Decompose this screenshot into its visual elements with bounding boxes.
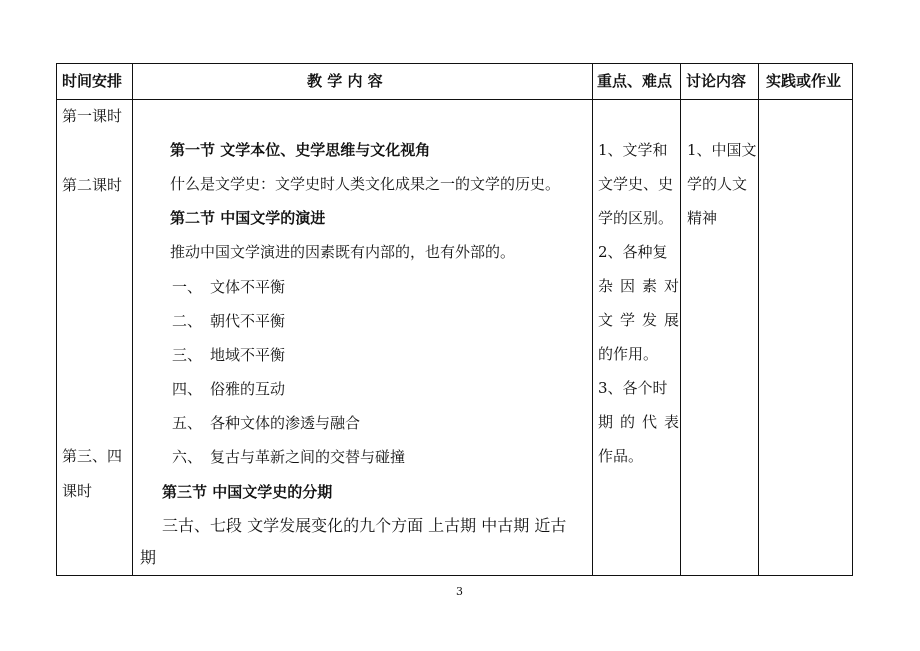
header-time: 时间安排 — [62, 72, 123, 90]
key-point-line: 2、各种复 — [598, 243, 668, 261]
section-1-title: 第一节 文学本位、史学思维与文化视角 — [170, 141, 431, 159]
list-item-text: 俗雅的互动 — [210, 380, 286, 398]
key-point-line: 作品。 — [598, 447, 644, 465]
discussion-line: 精神 — [687, 209, 718, 227]
section-3-text-line-1: 三古、七段 文学发展变化的九个方面 上古期 中古期 近古 — [162, 516, 567, 535]
list-item-number: 一、 — [172, 278, 203, 296]
list-item-number: 六、 — [172, 448, 203, 466]
header-content: 教 学 内 容 — [307, 72, 383, 90]
list-item-text: 复古与革新之间的交替与碰撞 — [210, 448, 406, 466]
key-point-line: 杂因素对 — [598, 277, 687, 295]
discussion-line: 1、中国文 — [687, 141, 757, 159]
list-item-text: 文体不平衡 — [210, 278, 286, 296]
key-point-line: 文学发展 — [598, 311, 687, 329]
list-item-number: 二、 — [172, 312, 203, 330]
list-item-number: 三、 — [172, 346, 203, 364]
header-key-points: 重点、难点 — [597, 72, 673, 90]
col-divider-4 — [758, 63, 759, 576]
key-point-line: 的作用。 — [598, 345, 659, 363]
section-3-text-line-2: 期 — [140, 548, 157, 567]
time-lesson-1: 第一课时 — [62, 107, 123, 125]
header-practice: 实践或作业 — [766, 72, 842, 90]
section-2-text: 推动中国文学演进的因素既有内部的，也有外部的。 — [170, 243, 516, 261]
table-left-border — [56, 63, 57, 576]
col-divider-2 — [592, 63, 593, 576]
section-3-title: 第三节 中国文学史的分期 — [162, 483, 333, 501]
key-point-line: 文学史、史 — [598, 175, 674, 193]
list-item-text: 地域不平衡 — [210, 346, 286, 364]
key-point-line: 期的代表 — [598, 413, 687, 431]
table-right-border — [852, 63, 853, 576]
list-item-number: 五、 — [172, 414, 203, 432]
key-point-line: 学的区别。 — [598, 209, 674, 227]
page-number: 3 — [456, 585, 463, 598]
list-item-text: 朝代不平衡 — [210, 312, 286, 330]
list-item-text: 各种文体的渗透与融合 — [210, 414, 361, 432]
time-lesson-3-4: 第三、四 — [62, 447, 123, 465]
key-point-line: 1、文学和 — [598, 141, 668, 159]
header-discussion: 讨论内容 — [686, 72, 747, 90]
table-top-border — [56, 63, 853, 64]
list-item-number: 四、 — [172, 380, 203, 398]
col-divider-1 — [132, 63, 133, 576]
section-2-title: 第二节 中国文学的演进 — [170, 209, 326, 227]
key-point-line: 3、各个时 — [598, 379, 668, 397]
time-lesson-3-4-cont: 课时 — [62, 482, 93, 500]
section-1-text: 什么是文学史：文学史时人类文化成果之一的文学的历史。 — [170, 175, 561, 193]
discussion-line: 学的人文 — [687, 175, 748, 193]
table-bottom-border — [56, 575, 853, 576]
time-lesson-2: 第二课时 — [62, 176, 123, 194]
header-divider — [56, 99, 853, 100]
